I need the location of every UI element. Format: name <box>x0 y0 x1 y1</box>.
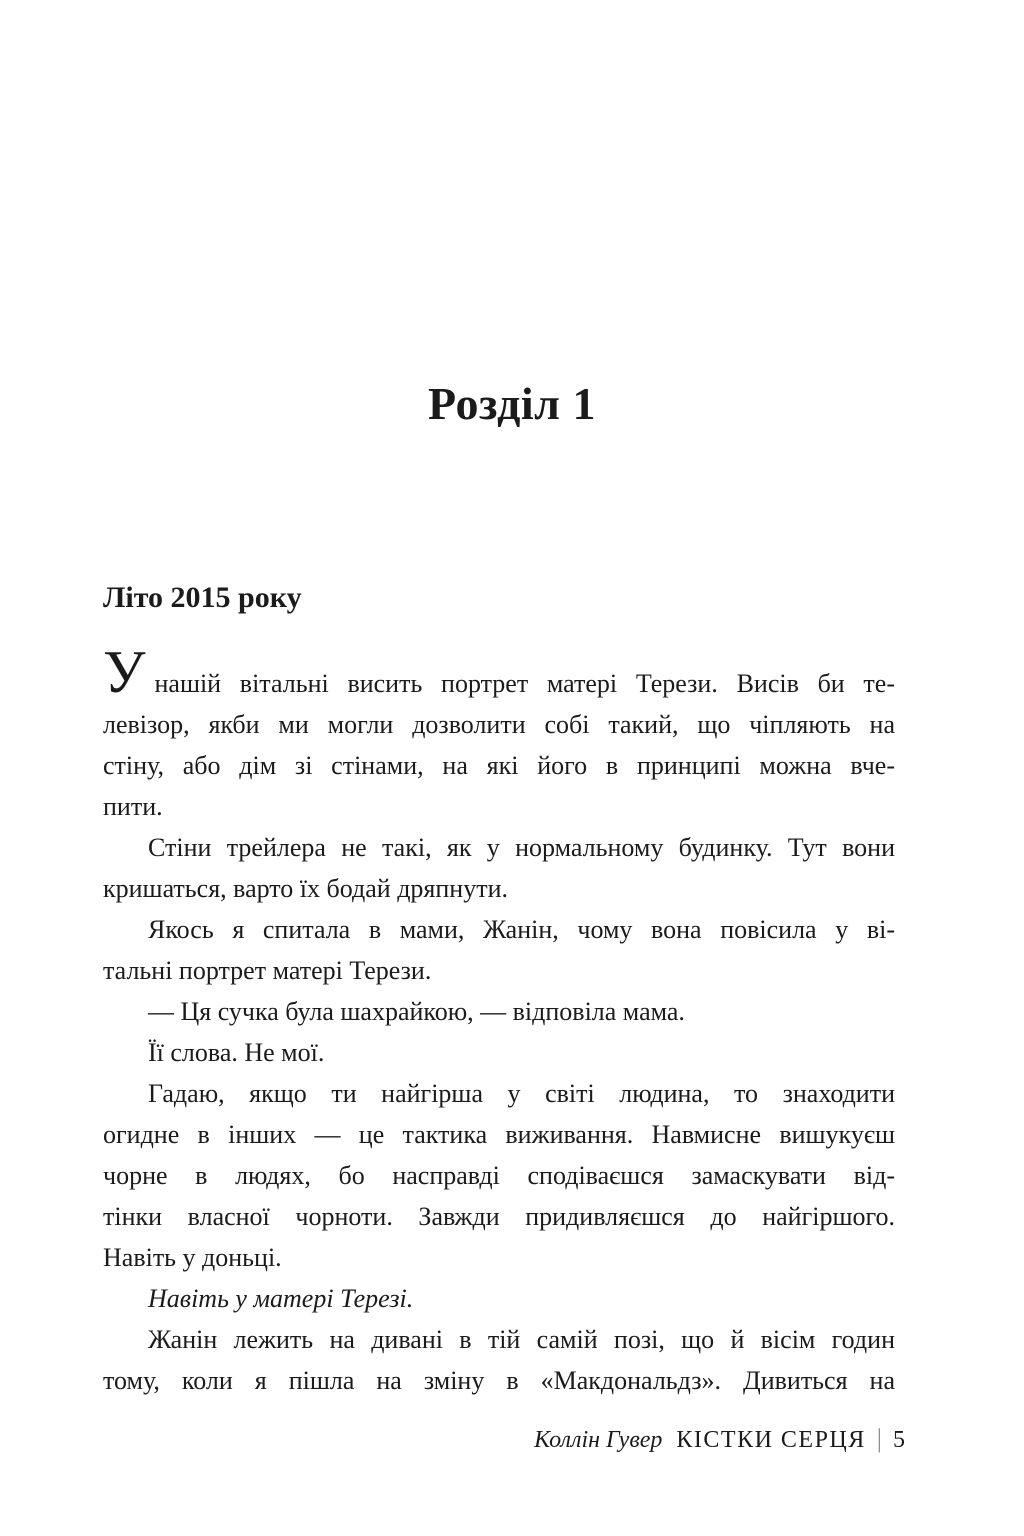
text-line: Якось я спитала в мами, Жанін, чому вона повісила у ві- <box>148 915 895 944</box>
chapter-title: Розділ 1 <box>428 378 596 429</box>
body-text <box>103 639 895 1401</box>
text-line: Навіть у матері Терезі. <box>148 1284 414 1313</box>
text-line: Навіть у доньці. <box>103 1243 282 1272</box>
text-line: тому, коли я пішла на зміну в «Макдональдз». Дивиться на <box>103 1366 895 1395</box>
text-line: тальні портрет матері Терези. <box>103 956 432 985</box>
text-line: Жанін лежить на дивані в тій самій позі, що й вісім годин <box>148 1325 895 1354</box>
footer-author: Коллін Гувер <box>534 1427 663 1453</box>
text-line: стіну, або дім зі стінами, на які його в принципі можна вче- <box>103 751 895 780</box>
text-line: Її слова. Не мої. <box>148 1038 325 1067</box>
text-line: Унашій вітальні висить портрет матері Терези. Висів би те- <box>103 639 895 705</box>
text-line: огидне в інших — це тактика виживання. Навмисне вишукуєш <box>103 1120 895 1149</box>
text-line: кришаться, варто їх бодай дряпнути. <box>103 874 508 903</box>
text-line: Стіни трейлера не такі, як у нормальному будинку. Тут вони <box>148 833 895 862</box>
text-line: пити. <box>103 792 163 821</box>
footer-separator-bar: | <box>876 1424 882 1453</box>
text-line: — Ця сучка була шахрайкою, — відповіла мама. <box>148 997 685 1026</box>
footer-page-number: 5 <box>893 1427 905 1453</box>
text-line: тінки власної чорноти. Завжди придивляєшся до найгіршого. <box>103 1202 895 1231</box>
drop-cap-initial: У <box>103 639 146 705</box>
page-footer <box>534 1424 905 1454</box>
footer-book-title: КІСТКИ СЕРЦЯ <box>676 1427 866 1453</box>
text-line: Гадаю, якщо ти найгірша у світі людина, то знаходити <box>148 1079 895 1108</box>
text-line: левізор, якби ми могли дозволити собі такий, що чіпляють на <box>103 710 895 739</box>
text-line: чорне в людях, бо насправді сподіваєшся замаскувати від- <box>103 1161 895 1190</box>
section-subtitle: Літо 2015 року <box>103 581 302 614</box>
